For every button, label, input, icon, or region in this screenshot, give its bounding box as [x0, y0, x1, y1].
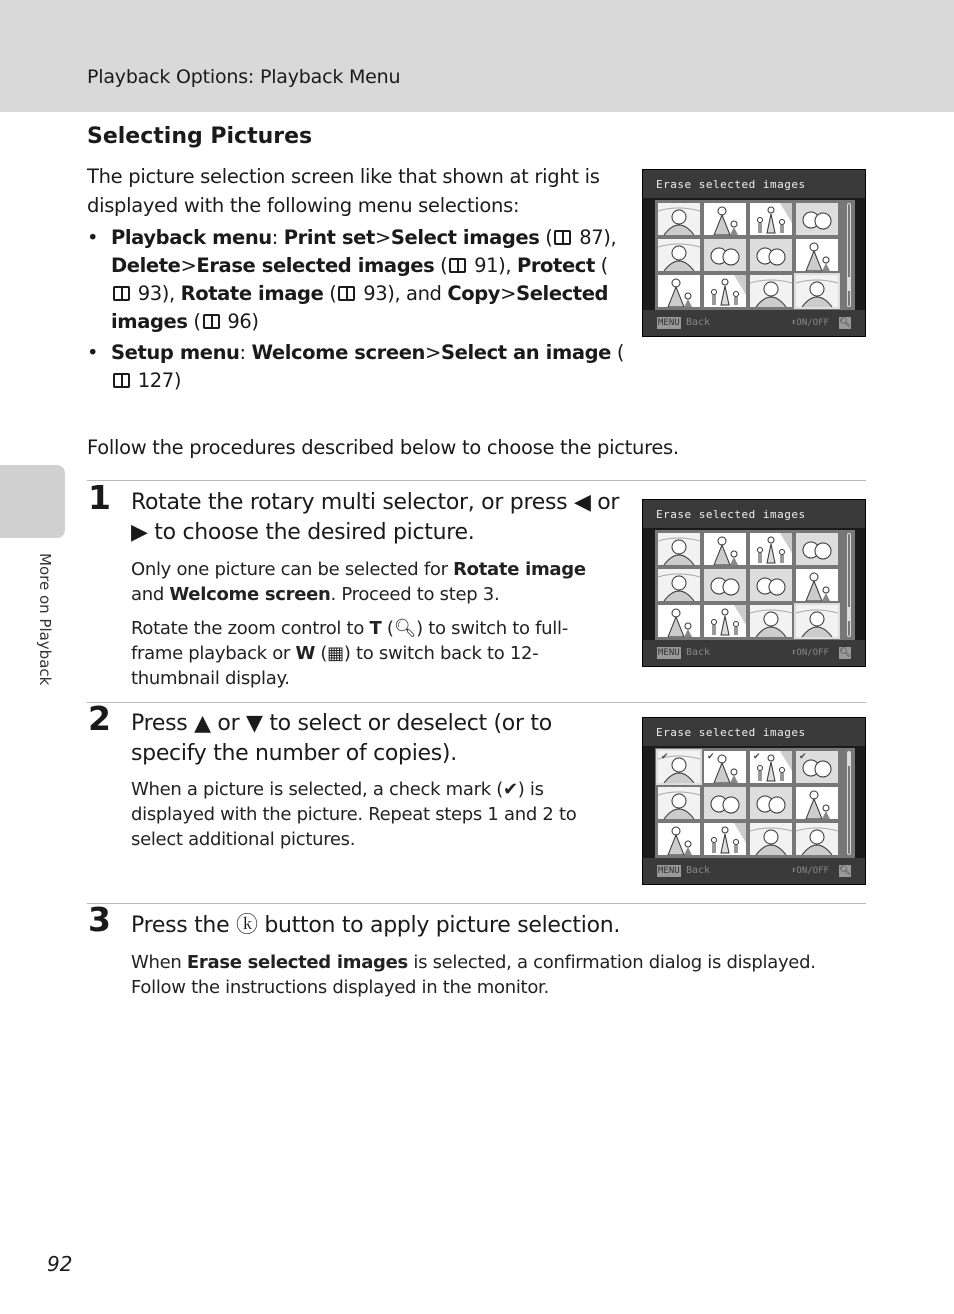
- text-run: :: [239, 341, 252, 364]
- thumbnail[interactable]: [750, 787, 792, 819]
- thumbnail[interactable]: [750, 533, 792, 565]
- text-run: Only one picture can be selected for: [131, 559, 454, 580]
- thumbnail[interactable]: [750, 203, 792, 235]
- bullet-item: [87, 339, 627, 395]
- text-run: (: [611, 341, 625, 364]
- divider: [87, 480, 866, 481]
- text-run: and: [131, 584, 170, 605]
- screen-title: Erase selected images: [643, 718, 865, 746]
- step-number: 2: [88, 699, 111, 738]
- text-run: (🔍︎) to switch to full-frame playback or: [131, 618, 568, 664]
- side-tab: [0, 465, 65, 538]
- bold-term: Select an image: [440, 341, 612, 364]
- on-off-label: ⬍ON/OFF: [791, 648, 829, 658]
- scrollbar-thumb[interactable]: [848, 752, 850, 766]
- thumbnail-grid: [655, 530, 855, 640]
- text-run: is selected, a confirmation dialog is displayed. Follow the instructions displayed in the monitor.: [131, 952, 816, 998]
- step-heading: [131, 911, 851, 941]
- text-run: Press ▲ or ▼ to select or deselect (or to specify the number of copies).: [131, 711, 552, 766]
- bold-term: Rotate image: [180, 282, 324, 305]
- text-run: When a picture is selected, a check mark (✔) is displayed with the picture. Repeat steps 1 and 2 to select additional pictures.: [131, 779, 577, 850]
- thumbnail-grid: [655, 748, 855, 858]
- thumbnail[interactable]: [658, 751, 700, 783]
- bold-term: Selected images: [111, 282, 609, 333]
- on-off-label: ⬍ON/OFF: [791, 866, 829, 876]
- bold-term: Protect: [516, 254, 595, 277]
- side-tab-label: More on Playback: [36, 553, 54, 686]
- thumbnail[interactable]: [658, 569, 700, 601]
- thumbnail[interactable]: [796, 751, 838, 783]
- bold-term: T: [369, 618, 382, 639]
- text-run: (: [434, 254, 448, 277]
- thumbnail[interactable]: [750, 823, 792, 855]
- camera-screen: [642, 499, 866, 667]
- scrollbar[interactable]: [847, 203, 851, 307]
- text-run: Rotate the rotary multi selector, or press ◀ or ▶ to choose the desired picture.: [131, 490, 620, 545]
- text-run: :: [271, 226, 284, 249]
- header-title: Playback Options: Playback Menu: [87, 66, 401, 88]
- book-reference-icon: [113, 286, 130, 301]
- thumbnail[interactable]: [796, 569, 838, 601]
- thumbnail[interactable]: [704, 751, 746, 783]
- back-label: Back: [686, 647, 711, 658]
- thumbnail[interactable]: [704, 605, 746, 637]
- thumbnail-grid: [655, 200, 855, 310]
- book-reference-icon: [338, 286, 355, 301]
- step-heading: [131, 709, 601, 769]
- text-run: Rotate the zoom control to: [131, 618, 370, 639]
- text-run: (: [539, 226, 553, 249]
- scrollbar-thumb[interactable]: [848, 277, 850, 291]
- thumbnail[interactable]: [796, 239, 838, 271]
- thumbnail[interactable]: [704, 275, 746, 307]
- follow-text: Follow the procedures described below to choose the pictures.: [87, 436, 679, 459]
- screen-title: Erase selected images: [643, 500, 865, 528]
- step-number: 3: [88, 900, 111, 939]
- text-run: Press the ⓚ button to apply picture selection.: [131, 913, 621, 938]
- thumbnail[interactable]: [658, 787, 700, 819]
- text-run: >: [374, 226, 391, 249]
- bold-term: Select images: [390, 226, 540, 249]
- page-header: [0, 0, 954, 112]
- text-run: 96): [221, 310, 259, 333]
- screen-title: Erase selected images: [643, 170, 865, 198]
- check-mark-icon: ✔: [753, 752, 761, 762]
- zoom-icon: 🔍︎: [839, 318, 851, 328]
- intro-paragraph: [87, 162, 617, 220]
- text-run: >: [180, 254, 197, 277]
- step-body: [131, 777, 616, 852]
- thumbnail[interactable]: [658, 239, 700, 271]
- thumbnail[interactable]: [796, 533, 838, 565]
- text-run: (: [594, 254, 608, 277]
- text-run: >: [425, 341, 441, 364]
- screen-footer: [643, 310, 865, 336]
- back-label: Back: [686, 317, 711, 328]
- thumbnail[interactable]: [704, 203, 746, 235]
- bold-term: Rotate image: [453, 559, 586, 580]
- thumbnail[interactable]: [750, 239, 792, 271]
- step-number: 1: [88, 478, 111, 517]
- bullet-dot: •: [87, 226, 99, 249]
- zoom-icon: 🔍︎: [839, 866, 851, 876]
- zoom-icon: 🔍︎: [839, 648, 851, 658]
- thumbnail[interactable]: [658, 533, 700, 565]
- text-run: (▦) to switch back to 12-thumbnail display.: [131, 643, 539, 689]
- thumbnail[interactable]: [750, 605, 792, 637]
- thumbnail[interactable]: [796, 275, 838, 307]
- text-run: 87),: [573, 226, 617, 249]
- step-body: [131, 616, 611, 691]
- text-run: When: [131, 952, 187, 973]
- book-reference-icon: [113, 373, 130, 388]
- divider: [87, 702, 866, 703]
- step-body: [131, 557, 611, 607]
- menu-button-icon: MENU: [658, 866, 680, 876]
- thumbnail[interactable]: [796, 605, 838, 637]
- screen-footer: [643, 640, 865, 666]
- back-label: Back: [686, 865, 711, 876]
- thumbnail[interactable]: [796, 787, 838, 819]
- book-reference-icon: [203, 314, 220, 329]
- text-run: (: [187, 310, 201, 333]
- page-number: 92: [47, 1252, 73, 1276]
- bold-term: Erase selected images: [186, 952, 408, 973]
- bold-term: W: [295, 643, 316, 664]
- step-heading: [131, 488, 621, 548]
- book-reference-icon: [449, 258, 466, 273]
- thumbnail[interactable]: [658, 275, 700, 307]
- thumbnail[interactable]: [658, 823, 700, 855]
- thumbnail[interactable]: [704, 823, 746, 855]
- check-mark-icon: ✔: [707, 752, 715, 762]
- text-run: 93),: [132, 282, 181, 305]
- bullet-item: [87, 224, 627, 336]
- thumbnail[interactable]: [750, 751, 792, 783]
- thumbnail[interactable]: [750, 275, 792, 307]
- check-mark-icon: ✔: [661, 752, 669, 762]
- text-run: 127): [132, 369, 182, 392]
- book-reference-icon: [554, 230, 571, 245]
- check-mark-icon: ✔: [799, 752, 807, 762]
- bold-term: Delete: [111, 254, 181, 277]
- on-off-label: ⬍ON/OFF: [791, 318, 829, 328]
- thumbnail[interactable]: [750, 569, 792, 601]
- thumbnail[interactable]: [658, 605, 700, 637]
- text-run: >: [500, 282, 517, 305]
- divider: [87, 903, 866, 904]
- camera-screen: [642, 717, 866, 885]
- bullet-dot: •: [87, 341, 99, 364]
- bold-term: Welcome screen: [169, 584, 331, 605]
- bold-term: Copy: [447, 282, 501, 305]
- section-title: Selecting Pictures: [87, 124, 313, 149]
- screen-footer: [643, 858, 865, 884]
- thumbnail[interactable]: [658, 203, 700, 235]
- menu-button-icon: MENU: [658, 648, 680, 658]
- bold-term: Erase selected images: [196, 254, 435, 277]
- text-run: (: [323, 282, 337, 305]
- step-body: [131, 950, 866, 1000]
- thumbnail[interactable]: [704, 569, 746, 601]
- thumbnail[interactable]: [704, 787, 746, 819]
- bold-term: Welcome screen: [251, 341, 426, 364]
- text-run: 91),: [468, 254, 517, 277]
- scrollbar[interactable]: [847, 751, 851, 855]
- bullet-text: [111, 224, 627, 336]
- text-run: 93), and: [357, 282, 448, 305]
- scrollbar[interactable]: [847, 533, 851, 637]
- thumbnail[interactable]: [796, 823, 838, 855]
- text-run: The picture selection screen like that shown at right is displayed with the following menu selections:: [87, 165, 600, 217]
- bold-term: Playback menu: [111, 226, 272, 249]
- bold-term: Setup menu: [111, 341, 240, 364]
- bold-term: Print set: [283, 226, 375, 249]
- bullet-text: [111, 339, 627, 395]
- thumbnail[interactable]: [796, 203, 838, 235]
- text-run: . Proceed to step 3.: [330, 584, 500, 605]
- thumbnail[interactable]: [704, 239, 746, 271]
- camera-screen: [642, 169, 866, 337]
- thumbnail[interactable]: [704, 533, 746, 565]
- menu-button-icon: MENU: [658, 318, 680, 328]
- scrollbar-thumb[interactable]: [848, 607, 850, 621]
